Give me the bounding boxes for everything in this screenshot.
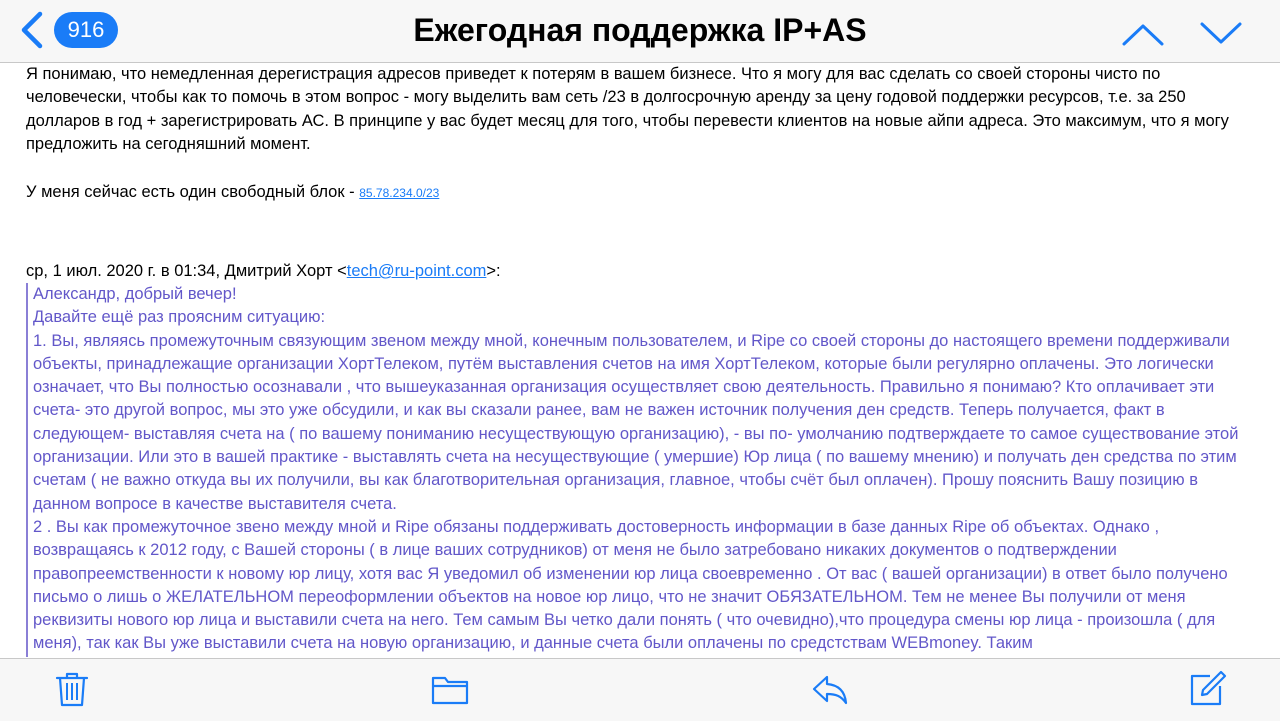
chevron-left-icon — [20, 11, 44, 49]
quoted-point-2: 2 . Вы как промежуточное звено между мной и Ripe обязаны поддерживать достоверность информации в базе данных Ripe об объектах. Однако , возвращаясь к 2012 году, с Вашей стороны ( в лице ваших сотрудников) от меня не было затребовано никаких документов о подтверждении правопреемственности к новому юр лицу, хотя вас Я уведомил об изменении юр лица своевременно . От вас ( вашей организации) в ответ было получено письмо о лишь о ЖЕЛАТЕЛЬНОМ переоформлении объектов на новое юр лицо, что не значит ОБЯЗАТЕЛЬНОМ. Тем не менее Вы получили от меня реквизиты нового юр лица и выставили счета на него. Тем самым Вы четко дали понять ( что очевидно),что процедура смены юр лица - произошла ( для меня), так как Вы уже выставили счета на новую организацию, и данные счета были оплачены по средстствам WEBmoney. Таким — [33, 517, 1228, 653]
quote-header-suffix: >: — [486, 262, 501, 280]
quoted-greeting: Александр, добрый вечер! — [33, 285, 237, 303]
folder-icon — [430, 669, 470, 709]
reply-icon — [810, 669, 850, 709]
free-block-line — [26, 181, 439, 205]
move-to-folder-button[interactable] — [430, 669, 470, 709]
trash-icon — [52, 669, 92, 709]
delete-button[interactable] — [52, 669, 92, 709]
quoted-point-1: 1. Вы, являясь промежуточным связующим звеном между мной, конечным пользователем, и Ripe со своей стороны до настоящего времени поддерживали объекты, принадлежащие организации ХортТелеком, путём выставления счетов на имя ХортТелеком, которые были регулярно оплачены. Это логически означает, что Вы полностью осознавали , что вышеуказанная организация осуществляет свою деятельность. Правильно я понимаю? Кто оплачивает эти счета- это другой вопрос, мы это уже обсудили, и как вы сказали ранее, вам не важен источник получения ден средств. Теперь получается, факт в следующем- выставляя счета на ( по вашему пониманию несуществующую организацию), - вы по- умолчанию подтверждаете то самое существование этой организации. Или это в вашей практике - выставлять счета на несуществующие ( умершие) Юр лица ( по вашему мнению) и получать ден средства по этим счетам ( не важно откуда вы их получили, вы как благотворительная организация, главное, чтобы счёт был оплачен). Прошу пояснить Вашу позицию в данном вопросе в качестве выставителя счета. — [33, 331, 1239, 513]
sender-email-link[interactable]: tech@ru-point.com — [346, 262, 487, 280]
reply-button[interactable] — [810, 669, 850, 709]
unread-count-badge: 916 — [54, 12, 118, 48]
bottom-toolbar — [0, 658, 1280, 721]
previous-message-button[interactable] — [1120, 14, 1166, 50]
compose-button[interactable] — [1188, 669, 1228, 709]
back-button[interactable] — [20, 10, 118, 50]
quoted-message — [26, 283, 1252, 657]
message-body — [26, 63, 1250, 156]
next-message-button[interactable] — [1198, 14, 1244, 50]
chevron-down-icon — [1198, 14, 1244, 50]
compose-icon — [1188, 669, 1228, 709]
chevron-up-icon — [1120, 14, 1166, 50]
navigation-bar — [0, 0, 1280, 63]
quoted-intro: Давайте ещё раз проясним ситуацию: — [33, 308, 326, 327]
message-content[interactable] — [0, 63, 1280, 657]
message-paragraph: Я понимаю, что немедленная дерегистрация адресов приведет к потерям в вашем бизнесе. Что я могу для вас сделать со своей стороны чисто по человечески, чтобы как то помочь в этом вопрос - могу выделить вам сеть /23 в долгосрочную аренду за цену годовой поддержки ресурсов, т.е. за 250 долларов в год + зарегистрировать АС. В принципе у вас будет месяц для того, чтобы перевести клиентов на новые айпи адреса. Это максимум, что я могу предложить на сегодняшний момент. — [26, 65, 1229, 153]
quote-header-prefix: ср, 1 июл. 2020 г. в 01:34, Дмитрий Хорт < — [26, 262, 347, 280]
quote-header — [26, 260, 501, 283]
free-block-text: У меня сейчас есть один свободный блок - — [26, 183, 360, 201]
ip-block-link[interactable]: 85.78.234.0/23 — [359, 186, 440, 200]
page-title: Ежегодная поддержка IP+AS — [413, 12, 867, 48]
